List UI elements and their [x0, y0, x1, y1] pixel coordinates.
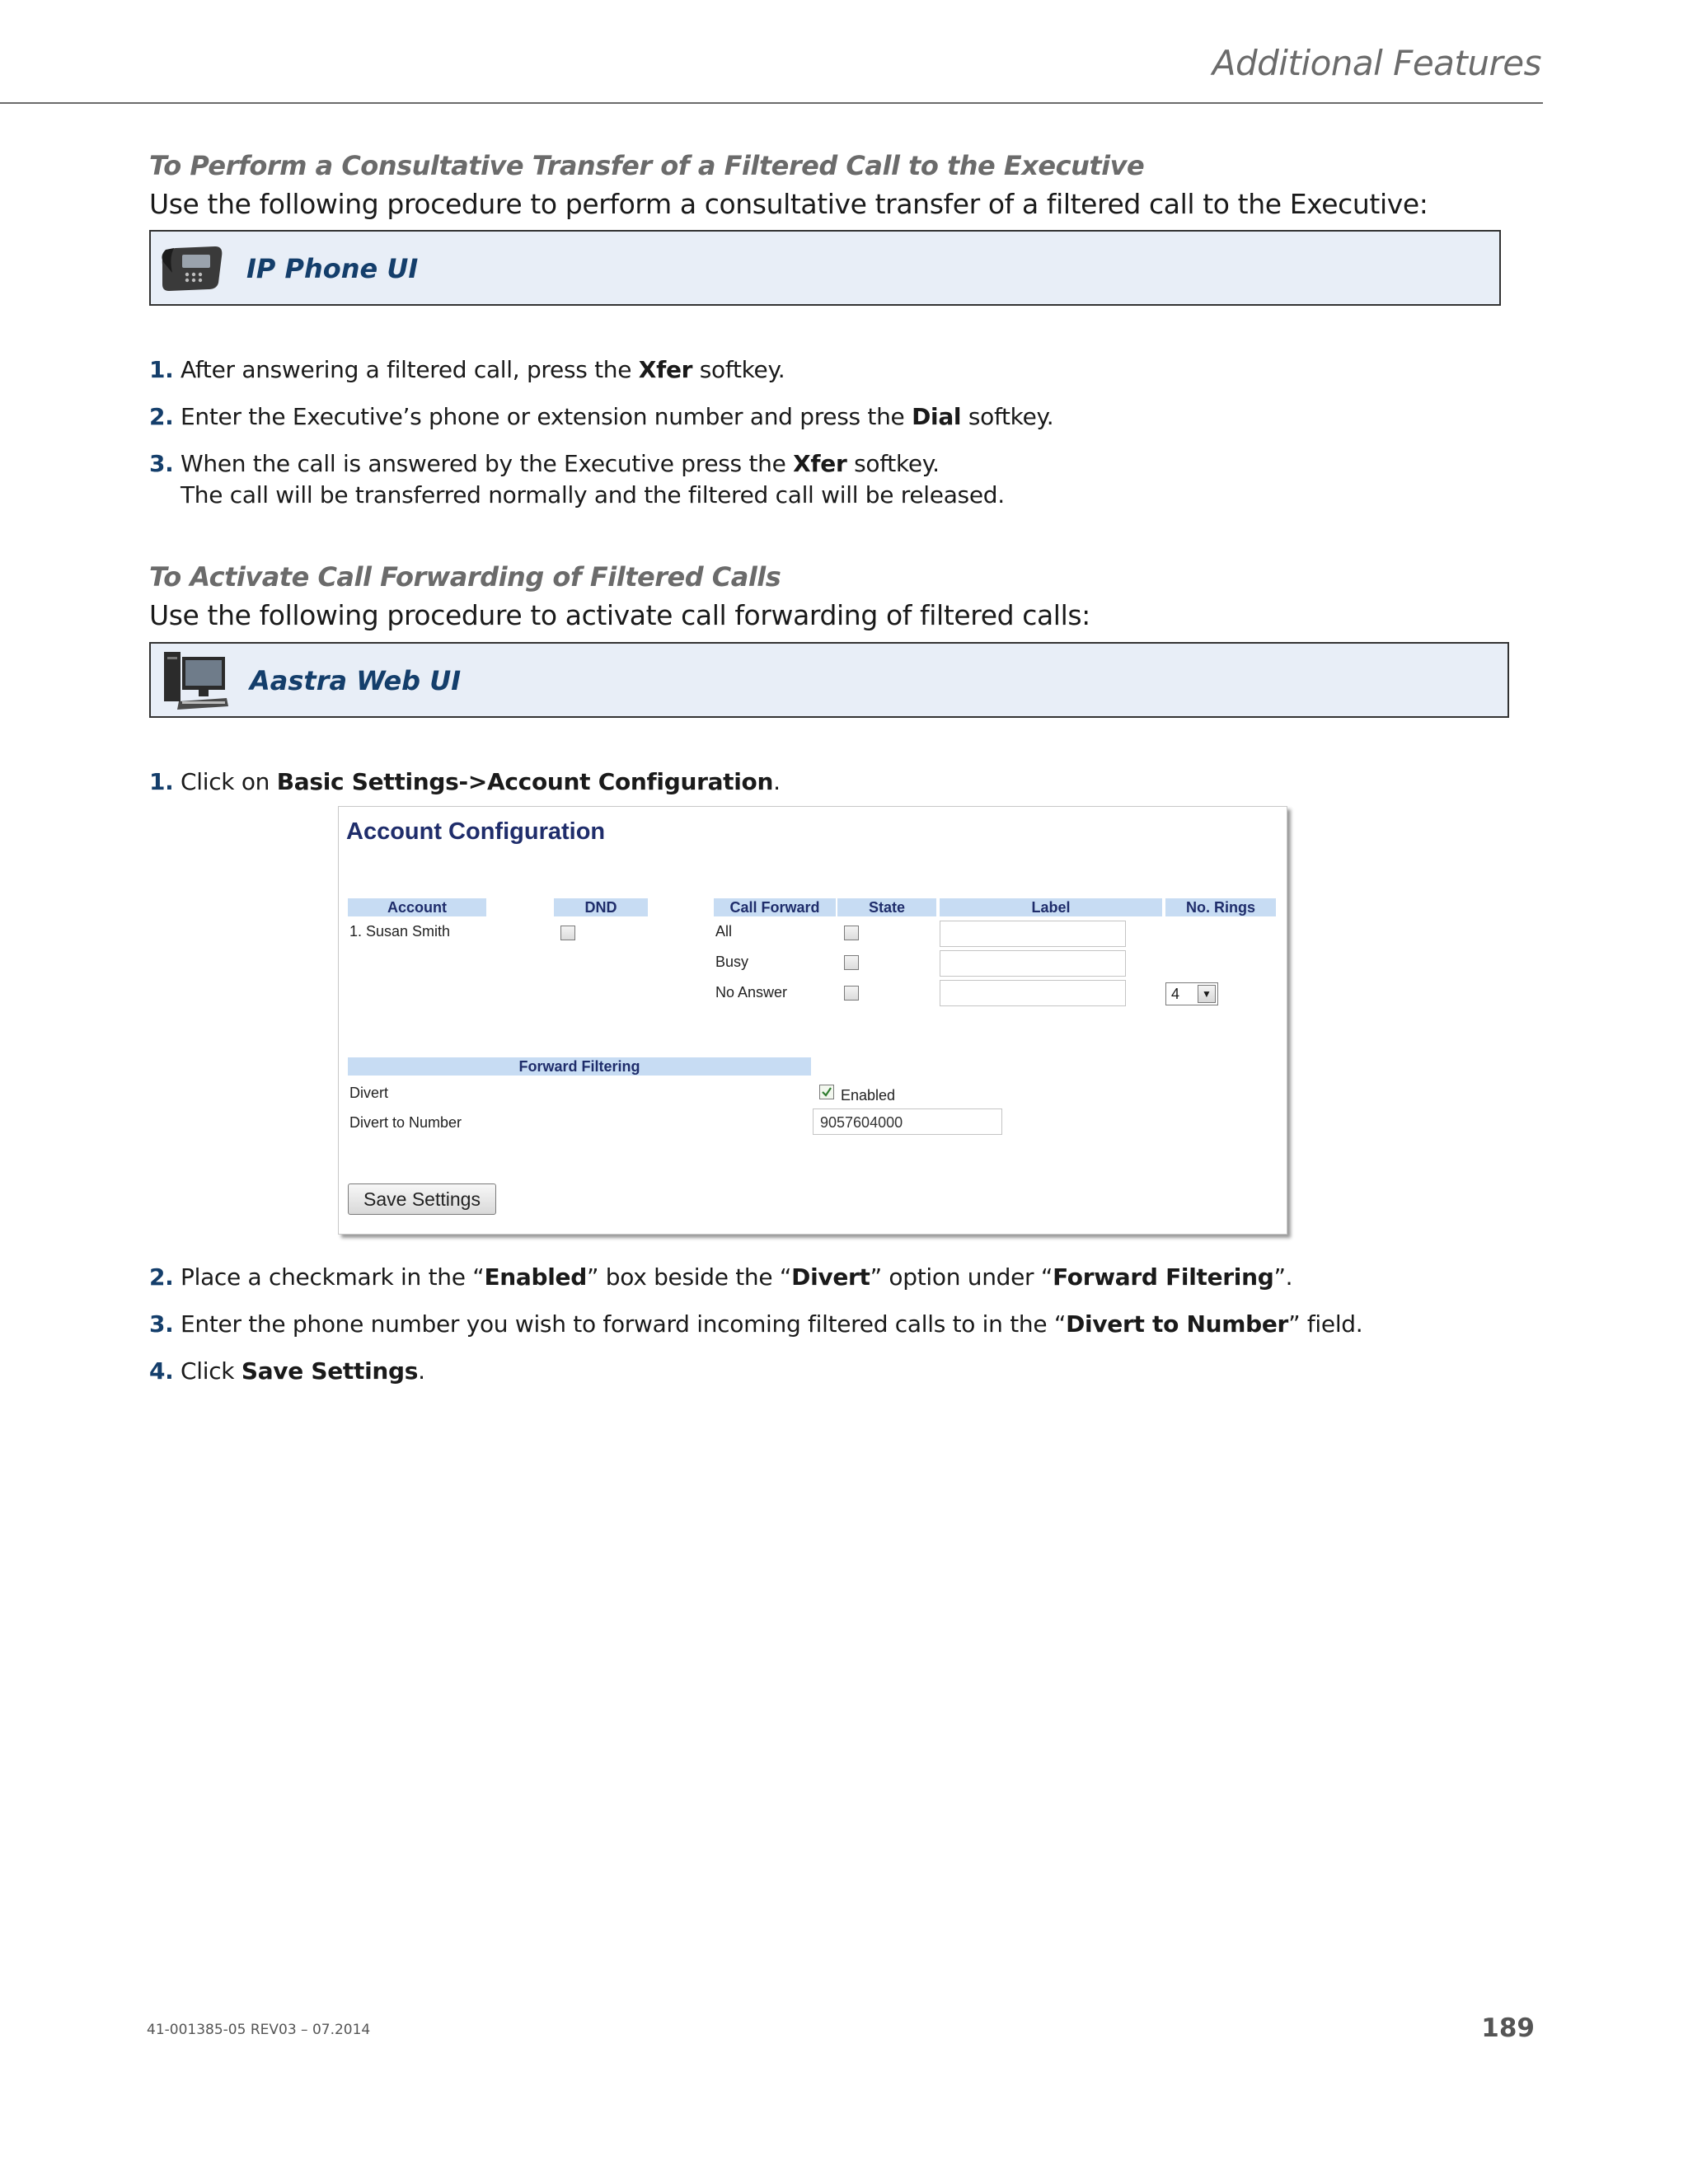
call-forward-row-all: All — [715, 923, 733, 940]
save-settings-button[interactable]: Save Settings — [348, 1183, 496, 1215]
column-header-call-forward: Call Forward — [714, 898, 836, 916]
forwarding-step-2: 2. Place a checkmark in the “Enabled” box beside the “Divert” option under “Forward Filtering”. — [149, 1263, 1293, 1291]
divert-label: Divert — [349, 1085, 389, 1101]
account-configuration-panel — [338, 806, 1287, 1235]
section-heading-forwarding: To Activate Call Forwarding of Filtered Calls — [149, 561, 781, 593]
dnd-checkbox[interactable] — [560, 926, 575, 940]
web-ui-label: Aastra Web UI — [250, 665, 462, 696]
label-input-no-answer[interactable] — [940, 980, 1126, 1006]
header-divider — [0, 102, 1543, 104]
divert-enabled-checkbox[interactable] — [819, 1085, 834, 1099]
chevron-down-icon[interactable]: ▼ — [1198, 985, 1216, 1003]
forwarding-step-1: 1. Click on Basic Settings->Account Configuration. — [149, 768, 781, 795]
account-name: 1. Susan Smith — [349, 923, 451, 940]
call-forward-row-no-answer: No Answer — [715, 984, 788, 1001]
no-rings-select[interactable] — [1165, 982, 1218, 1005]
divert-enabled-label: Enabled — [841, 1087, 896, 1104]
footer-document-id: 41-001385-05 REV03 – 07.2014 — [147, 2022, 371, 2038]
transfer-step-3-note: The call will be transferred normally and the filtered call will be released. — [181, 481, 1005, 509]
transfer-step-2: 2. Enter the Executive’s phone or extension number and press the Dial softkey. — [149, 403, 1054, 430]
forwarding-step-3: 3. Enter the phone number you wish to forward incoming filtered calls to in the “Divert to Number” field. — [149, 1310, 1363, 1338]
computer-icon — [161, 649, 230, 715]
section-intro-forwarding: Use the following procedure to activate call forwarding of filtered calls: — [149, 599, 1090, 631]
forward-filtering-header: Forward Filtering — [348, 1057, 811, 1076]
divert-to-number-input[interactable]: 9057604000 — [813, 1108, 1002, 1135]
checkmark-icon — [820, 1085, 833, 1099]
state-checkbox-no-answer[interactable] — [844, 986, 859, 1001]
ip-phone-ui-banner — [149, 230, 1501, 306]
section-intro-transfer: Use the following procedure to perform a consultative transfer of a filtered call to the Executive: — [149, 188, 1428, 220]
section-heading-transfer: To Perform a Consultative Transfer of a Filtered Call to the Executive — [149, 150, 1145, 181]
column-header-account: Account — [348, 898, 486, 916]
state-checkbox-busy[interactable] — [844, 955, 859, 970]
divert-to-number-label: Divert to Number — [349, 1114, 462, 1131]
state-checkbox-all[interactable] — [844, 926, 859, 940]
account-configuration-title: Account Configuration — [346, 818, 606, 845]
transfer-step-3: 3. When the call is answered by the Executive press the Xfer softkey. — [149, 450, 940, 477]
label-input-busy[interactable] — [940, 950, 1126, 977]
page-header-title: Additional Features — [1212, 43, 1541, 83]
column-header-no-rings: No. Rings — [1165, 898, 1276, 916]
call-forward-row-busy: Busy — [715, 954, 749, 970]
ip-phone-ui-label: IP Phone UI — [246, 253, 419, 284]
column-header-dnd: DND — [554, 898, 648, 916]
column-header-label: Label — [940, 898, 1162, 916]
transfer-step-1: 1. After answering a filtered call, press the Xfer softkey. — [149, 356, 785, 383]
column-header-state: State — [837, 898, 936, 916]
desk-phone-icon — [157, 240, 227, 300]
page-number: 189 — [1481, 2013, 1535, 2043]
web-ui-banner — [149, 642, 1509, 718]
no-rings-value: 4 — [1171, 986, 1180, 1002]
forwarding-step-4: 4. Click Save Settings. — [149, 1357, 425, 1385]
label-input-all[interactable] — [940, 921, 1126, 947]
